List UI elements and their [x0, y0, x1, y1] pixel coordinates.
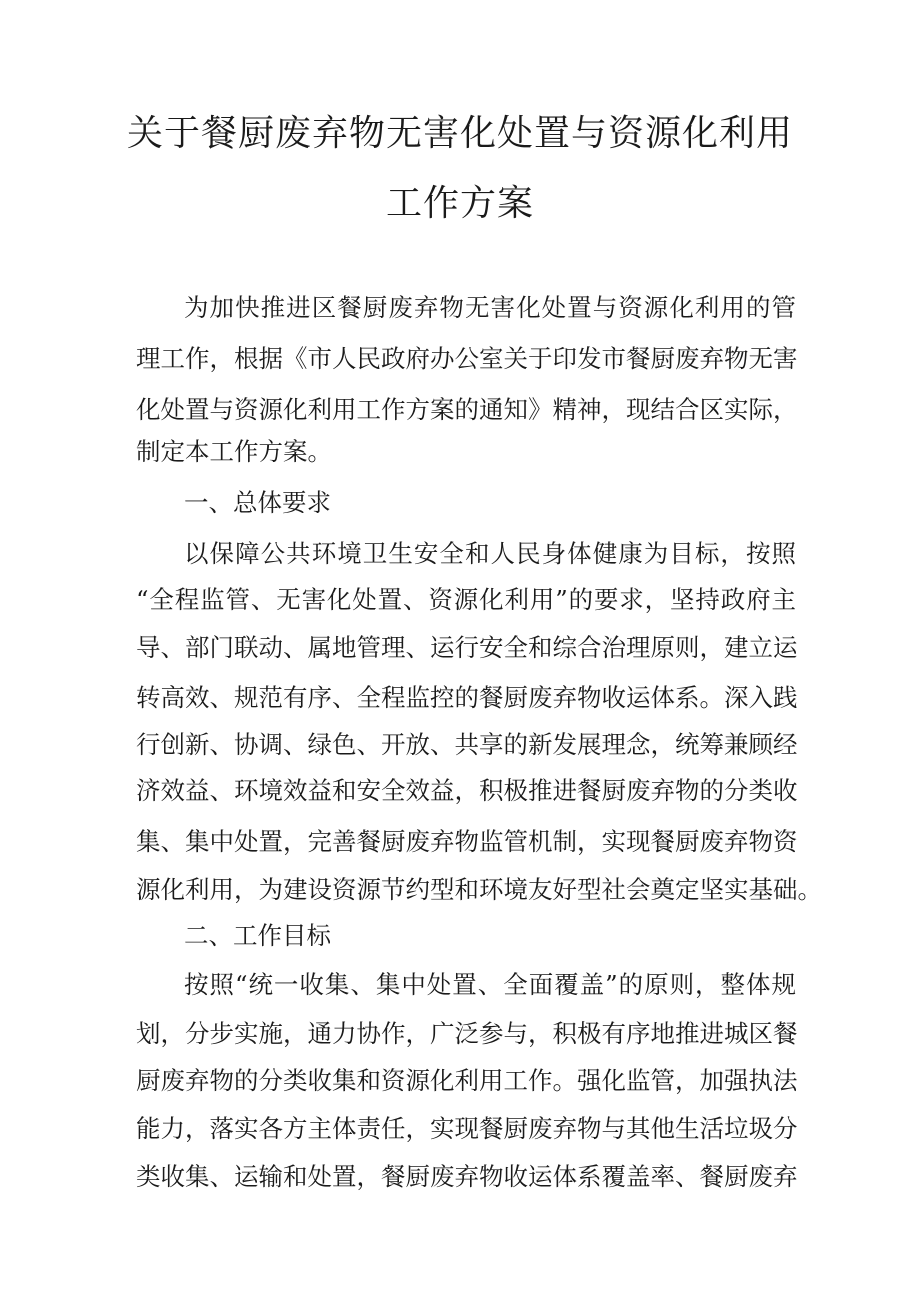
section2-line: 能力，落实各方主体责任，实现餐厨废弃物与其他生活垃圾分: [136, 1114, 798, 1143]
section1-line: “全程监管、无害化处置、资源化利用”的要求，坚持政府主: [136, 585, 796, 614]
intro-line: 制定本工作方案。: [136, 437, 332, 466]
section2-line: 划，分步实施，通力协作，广泛参与，积极有序地推进城区餐: [136, 1019, 798, 1048]
section1-line: 行创新、协调、绿色、开放、共享的新发展理念，统筹兼顾经: [136, 730, 798, 759]
document-title-line-2: 工作方案: [385, 183, 534, 224]
section2-line: 按照“统一收集、集中处置、全面覆盖”的原则，整体规: [184, 970, 796, 999]
intro-line: 化处置与资源化利用工作方案的通知》精神，现结合区实际，: [136, 395, 798, 424]
section2-line: 厨废弃物的分类收集和资源化利用工作。强化监管，加强执法: [136, 1066, 798, 1095]
section1-line: 转高效、规范有序、全程监控的餐厨废弃物收运体系。深入践: [136, 683, 798, 712]
document-title-line-1: 关于餐厨废弃物无害化处置与资源化利用: [126, 113, 793, 154]
section1-line: 济效益、环境效益和安全效益，积极推进餐厨废弃物的分类收: [136, 776, 798, 805]
section-heading-work-goals: 二、工作目标: [184, 921, 331, 950]
section1-line: 源化利用，为建设资源节约型和环境友好型社会奠定坚实基础。: [136, 875, 822, 904]
section1-line: 集、集中处置，完善餐厨废弃物监管机制，实现餐厨废弃物资: [136, 827, 798, 856]
section2-line: 类收集、运输和处置，餐厨废弃物收运体系覆盖率、餐厨废弃: [136, 1162, 798, 1191]
intro-line: 理工作，根据《市人民政府办公室关于印发市餐厨废弃物无害: [136, 344, 798, 373]
section1-line: 导、部门联动、属地管理、运行安全和综合治理原则，建立运: [136, 633, 798, 662]
intro-line: 为加快推进区餐厨废弃物无害化处置与资源化利用的管: [184, 293, 796, 322]
section-heading-general-requirements: 一、总体要求: [184, 488, 331, 517]
section1-line: 以保障公共环境卫生安全和人民身体健康为目标，按照: [184, 539, 796, 568]
